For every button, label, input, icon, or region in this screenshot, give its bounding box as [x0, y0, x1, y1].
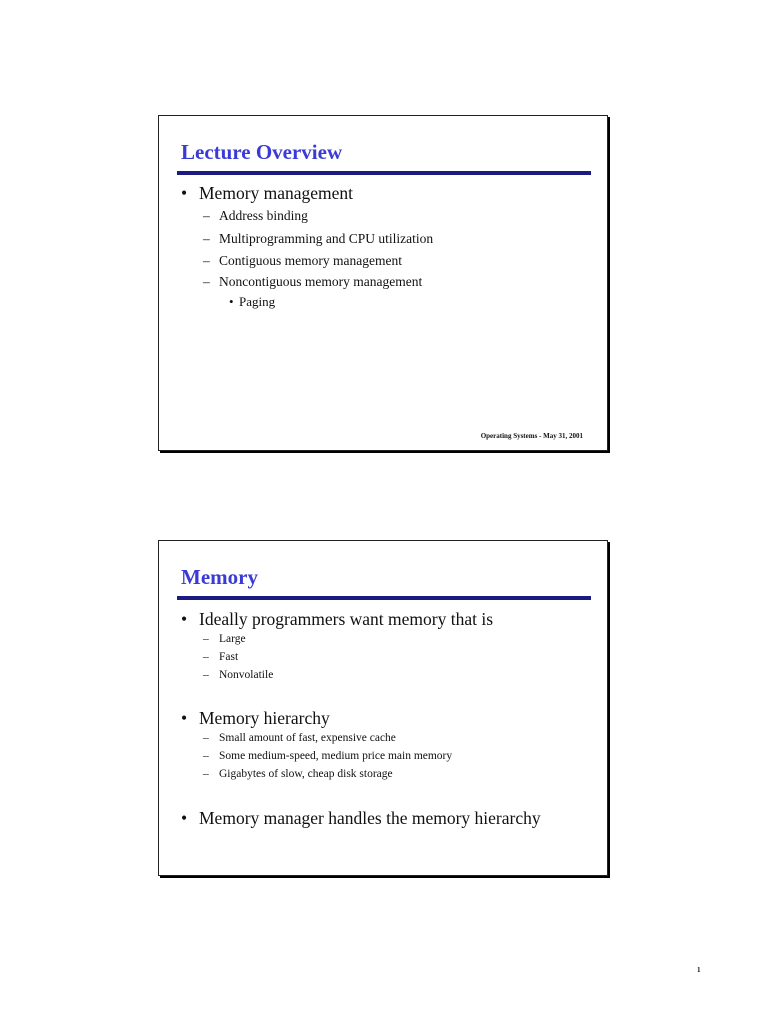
sub-sub-bullet-text: Paging [239, 294, 276, 309]
sub-bullet-text: Nonvolatile [219, 669, 274, 681]
sub-bullet-item [203, 767, 393, 782]
sub-bullet-text: Address binding [219, 208, 308, 223]
dash-mark: – [203, 253, 210, 268]
bullet-mark: • [181, 708, 188, 728]
dash-mark: – [203, 651, 209, 663]
bullet-mark: • [181, 183, 188, 203]
bullet-item [181, 182, 353, 204]
bullet-mark: • [181, 808, 188, 828]
sub-bullet-item [203, 252, 402, 270]
bullet-text: Ideally programmers want memory that is [199, 609, 494, 629]
slide-title: Memory [181, 565, 258, 589]
bullet-item [181, 707, 330, 729]
sub-bullet-item [203, 273, 422, 291]
bullet-text: Memory management [199, 183, 354, 203]
dash-mark: – [203, 732, 209, 744]
dash-mark: – [203, 750, 209, 762]
sub-bullet-text: Gigabytes of slow, cheap disk storage [219, 768, 393, 780]
bullet-mark: • [181, 609, 188, 629]
dash-mark: – [203, 633, 209, 645]
dash-mark: – [203, 669, 209, 681]
page-number: 1 [697, 966, 701, 974]
sub-bullet-text: Contiguous memory management [219, 253, 402, 268]
dash-mark: – [203, 768, 209, 780]
sub-bullet-text: Some medium-speed, medium price main memory [219, 750, 453, 762]
sub-bullet-text: Fast [219, 651, 239, 663]
sub-bullet-item [203, 668, 273, 683]
bullet-item [181, 608, 493, 630]
title-rule [177, 596, 591, 600]
sub-bullet-text: Noncontiguous memory management [219, 274, 423, 289]
bullet-mark: • [229, 294, 234, 309]
sub-sub-bullet-item [229, 293, 275, 311]
bullet-text: Memory manager handles the memory hierarchy [199, 808, 541, 828]
dash-mark: – [203, 208, 210, 223]
slide-footer: Operating Systems - May 31, 2001 [480, 432, 583, 440]
slide-title: Lecture Overview [181, 140, 343, 164]
slide-memory [158, 540, 608, 876]
sub-bullet-item [203, 731, 396, 746]
sub-bullet-text: Multiprogramming and CPU utilization [219, 231, 434, 246]
slide-lecture-overview [158, 115, 608, 451]
sub-bullet-item [203, 207, 308, 225]
bullet-text: Memory hierarchy [199, 708, 330, 728]
dash-mark: – [203, 231, 210, 246]
sub-bullet-item [203, 632, 246, 647]
sub-bullet-text: Large [219, 633, 246, 645]
dash-mark: – [203, 274, 210, 289]
title-rule [177, 171, 591, 175]
sub-bullet-item [203, 230, 433, 248]
sub-bullet-item [203, 650, 238, 665]
sub-bullet-item [203, 749, 452, 764]
sub-bullet-text: Small amount of fast, expensive cache [219, 732, 396, 744]
bullet-item [181, 807, 541, 829]
